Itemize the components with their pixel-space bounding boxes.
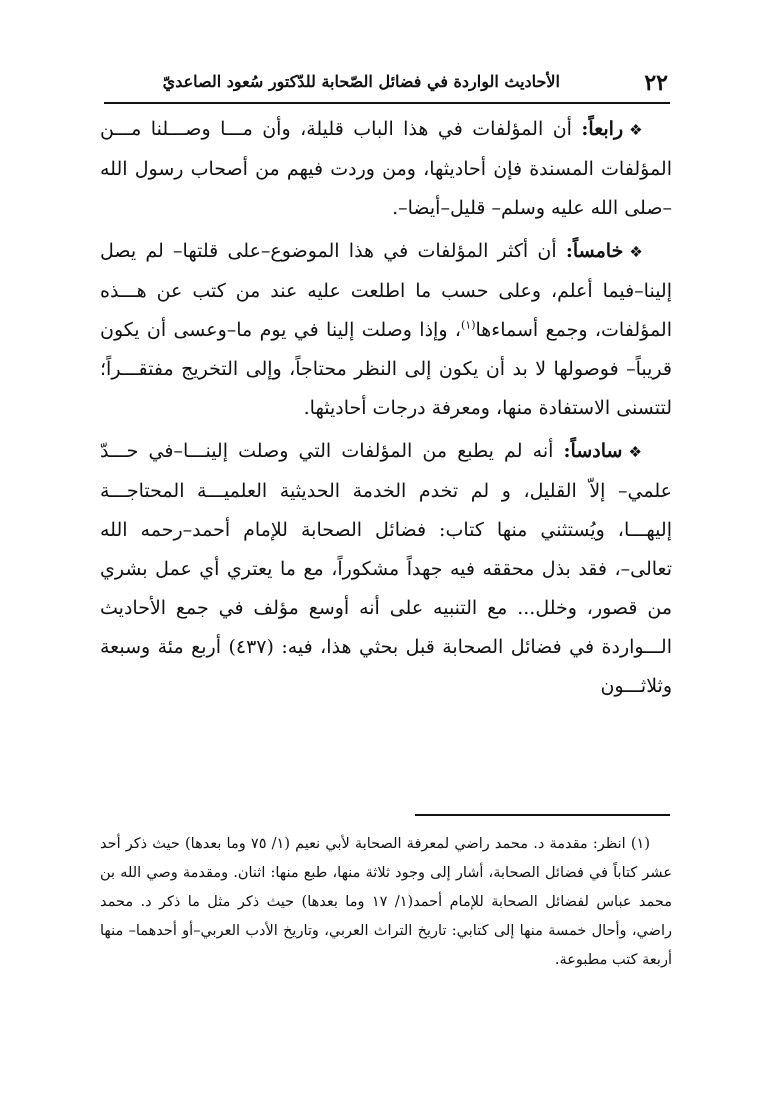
page-number: ٢٢ bbox=[644, 70, 668, 96]
paragraph-sixth bbox=[100, 432, 672, 706]
footnote: (١) انظر: مقدمة د. محمد راضي لمعرفة الصحابة لأبي نعيم (١/ ٧٥ وما بعدها) حيث ذكر أحد عشر كتاباً في فضائل الصحابة، أشار إلى وجود ثلاثة منها، طبع منها: اثنان. ومقدمة وصي الله بن محمد عباس لفضائل الصحابة للإمام أحمد(١/ ١٧ وما بعدها) حيث ذكر مثل ما ذكر د. محمد راضي، وأحال خمسة منها إلى كتابي: تاريخ التراث العربي، وتاريخ الأدب العربي–أو أحدهما– منها أربعة كتب مطبوعة. bbox=[100, 836, 672, 968]
main-text bbox=[100, 110, 672, 706]
paragraph-fifth bbox=[100, 232, 672, 428]
paragraph-text-continued: ، وإذا وصلت إلينا في يوم ما–وعسى أن يكون قريباً– فوصولها لا بد أن يكون إلى النظر محتاجاً، وإلى التخريج مفتقـــراً؛ لتتسنى الاستفادة منها، ومعرفة درجات أحاديثها. bbox=[100, 319, 672, 419]
paragraph-lead: سادساً: bbox=[563, 440, 623, 462]
paragraph-text: أنه لم يطبع من المؤلفات التي وصلت إلينـــا–في حـــدّ علمي– إلاّ القليل، و لم تخدم الخدمة الحديثية العلميـــة المحتاجـــة إليهـــا، ويُستثني منها كتاب: فضائل الصحابة للإمام أحمد–رحمه الله تعالى–، فقد بذل محققه فيه جهداً مشكوراً، مع ما يعتري أي عمل بشري من قصور، وخلل... مع التنبيه على أنه أوسع مؤلف في جمع الأحاديث الـــواردة في فضائل الصحابة قبل بحثي هذا، فيه: (٤٣٧) أربع مئة وسبعة وثلاثـــون bbox=[100, 440, 672, 697]
footnote-separator bbox=[415, 814, 670, 816]
page-header bbox=[104, 66, 670, 104]
paragraph-lead: خامساً: bbox=[565, 240, 624, 262]
bullet-icon: ❖ bbox=[628, 443, 647, 461]
bullet-icon: ❖ bbox=[629, 243, 646, 261]
paragraph-text: أن أكثر المؤلفات في هذا الموضوع–على قلتها– لم يصل إلينا–فيما أعلم، وعلى حسب ما اطلعت عليه عند من كتب عن هـــذه المؤلفات، وجمع أسماءها bbox=[100, 240, 672, 341]
footnote-reference[interactable]: (١) bbox=[460, 318, 476, 332]
paragraph-text: أن المؤلفات في هذا الباب قليلة، وأن مـــا وصـــلنا مـــن المؤلفات المسندة فإن أحاديثها، ومن وردت فيهم من أصحاب رسول الله –صلى الله عليه وسلم– قليل–أيضا–. bbox=[100, 118, 672, 219]
running-title: الأحاديث الواردة في فضائل الصّحابة للدّكتور سُعود الصاعديّ bbox=[162, 72, 560, 91]
paragraph-fourth bbox=[100, 110, 672, 228]
bullet-icon: ❖ bbox=[629, 121, 646, 139]
paragraph-lead: رابعاً: bbox=[581, 118, 624, 140]
